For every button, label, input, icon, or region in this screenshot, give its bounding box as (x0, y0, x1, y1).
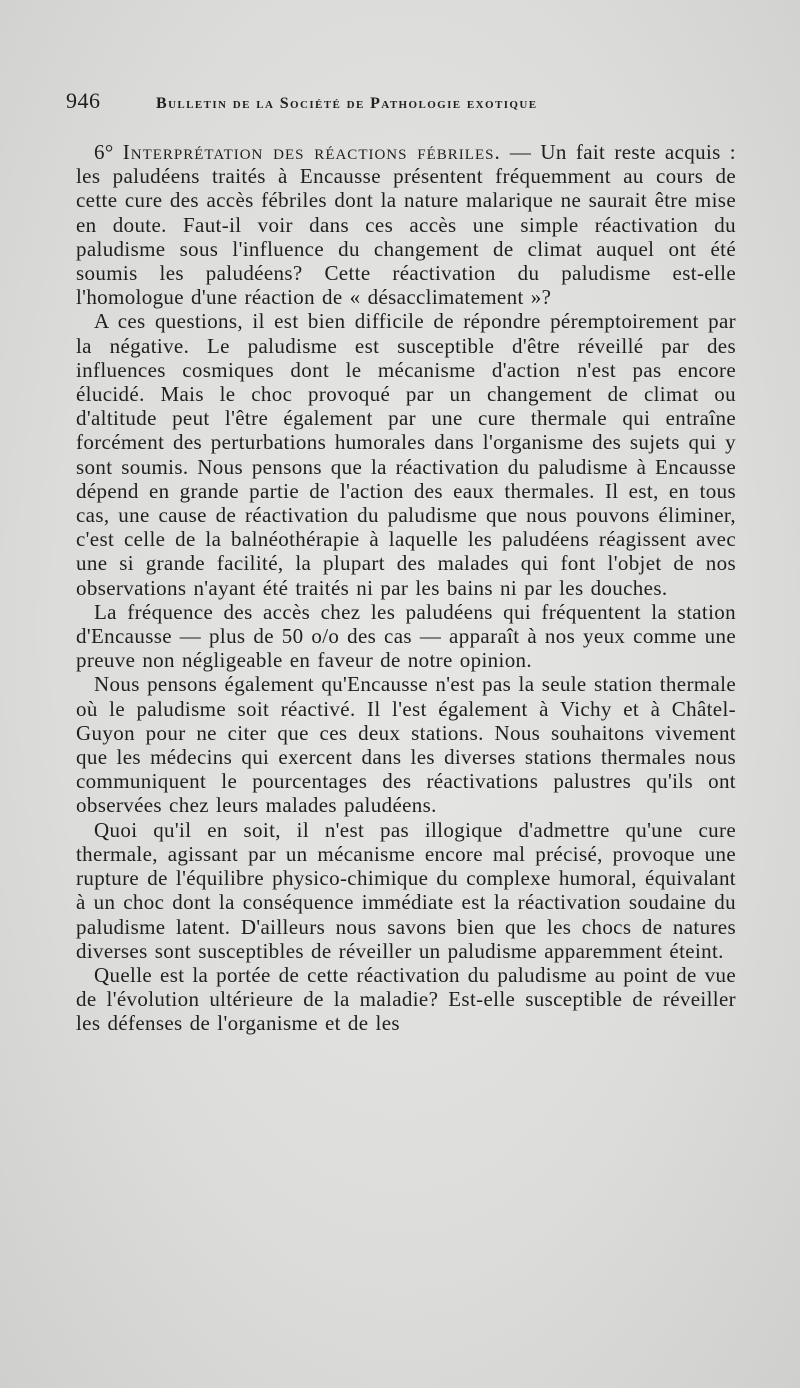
paragraph-5: Quelle est la portée de cette réactivation du paludisme au point de vue de l'évolution ultérieure de la maladie? Est-elle susceptible de réveiller les défenses de l'organisme et de les (76, 962, 736, 1036)
section-paragraph (76, 140, 736, 309)
paragraph-4: Quoi qu'il en soit, il n'est pas illogique d'admettre qu'une cure thermale, agissant par un mécanisme encore mal précisé, provoque une rupture de l'équilibre physico-chimique du complexe humoral, équivalant à un choc dont la conséquence immédiate est la réactivation soudaine du paludisme latent. D'ailleurs nous savons bien que les chocs de natures diverses sont susceptibles de réveiller un paludisme apparemment éteint. (76, 817, 736, 963)
section-number: 6° (94, 140, 114, 164)
journal-title: Bulletin de la Société de Pathologie exotique (156, 95, 538, 112)
section-lead-text: — Un fait reste acquis : les paludéens traités à Encausse présentent fréquemment au cours de cette cure des accès fébriles dont la nature malarique ne saurait être mise en doute. Faut-il voir dans ces accès une simple réactivation du paludisme sous l'influence du changement de climat auquel ont été soumis les paludéens? Cette réactivation du paludisme est-elle l'homologue d'une réaction de « désacclimatement »? (76, 140, 736, 310)
paragraph-3: Nous pensons également qu'Encausse n'est pas la seule station thermale où le paludisme soit réactivé. Il l'est également à Vichy et à Châtel-Guyon pour ne citer que ces deux stations. Nous souhaitons vivement que les médecins qui exercent dans les diverses stations thermales nous communiquent le pourcentages des réactivations palustres qu'ils ont observées chez leurs malades paludéens. (76, 672, 736, 818)
body-text (76, 140, 736, 1036)
running-head (66, 88, 746, 118)
page-number: 946 (66, 88, 101, 113)
section-heading: Interprétation des réactions fébriles. (122, 140, 501, 164)
paragraph-2: La fréquence des accès chez les paludéens qui fréquentent la station d'Encausse — plus de 50 o/o des cas — apparaît à nos yeux comme une preuve non négligeable en faveur de notre opinion. (76, 599, 736, 673)
paragraph-1: A ces questions, il est bien difficile de répondre péremptoirement par la négative. Le paludisme est susceptible d'être réveillé par des influences cosmiques dont le mécanisme d'action n'est pas encore élucidé. Mais le choc provoqué par un changement de climat ou d'altitude peut l'être également par une cure thermale qui entraîne forcément des perturbations humorales dans l'organisme des sujets qui y sont soumis. Nous pensons que la réactivation du paludisme à Encausse dépend en grande partie de l'action des eaux thermales. Il est, en tous cas, une cause de réactivation du paludisme que nous pouvons éliminer, c'est celle de la balnéothérapie à laquelle les paludéens réagissent avec une si grande facilité, la plupart des malades qui font l'objet de nos observations n'ayant été traités ni par les bains ni par les douches. (76, 309, 736, 600)
